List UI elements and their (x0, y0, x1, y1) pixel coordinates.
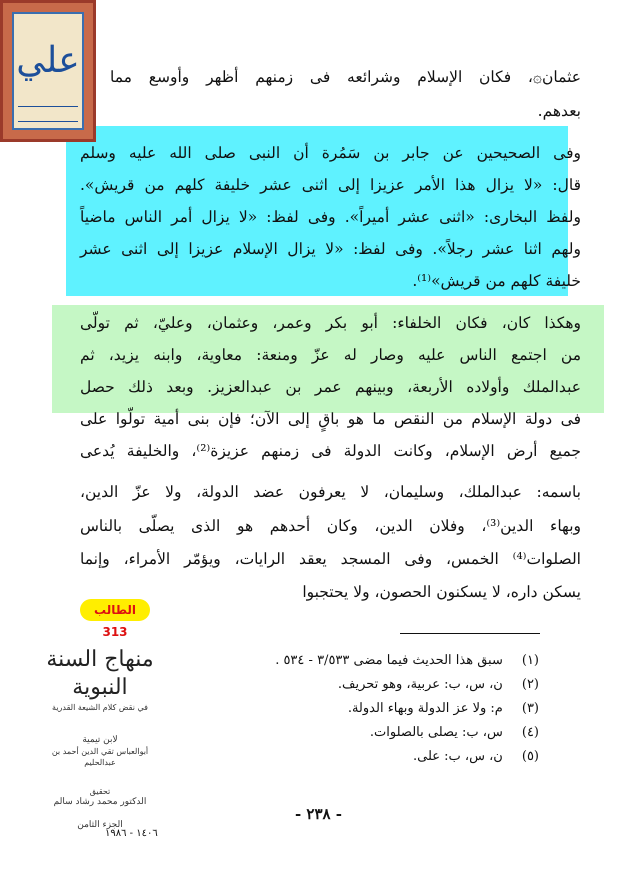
footnote-item (275, 652, 539, 670)
footnote-item (338, 676, 539, 694)
page-number: - ٢٣٨ - (294, 805, 343, 823)
body-line: ولهم اثنا عشر رجلاً». وفى لفظ: «لا يزال الإسلام عزيزا إلى اثنى عشر (80, 240, 581, 258)
footnote-item (348, 700, 539, 718)
body-line: عثمان۞، فكان الإسلام وشرائعه فى زمنهم أظهر وأوسع مما (110, 68, 581, 86)
publication-date: ١٤٠٦ - ١٩٨٦ (105, 828, 158, 839)
body-line: جميع أرض الإسلام، وكانت الدولة فى زمنهم عزيزة⁽²⁾، والخليفة يُدعى (80, 442, 581, 460)
logo-ribbon (18, 106, 78, 122)
footnote-text: سبق هذا الحديث فيما مضى ٣/٥٣٣ - ٥٣٤ . (275, 653, 503, 668)
body-line: باسمه: عبدالملك، وسليمان، لا يعرفون عضد الدولة، ولا عزّ الدين، (80, 483, 581, 501)
footnote-text: س، ب: يصلى بالصلوات. (369, 725, 503, 740)
body-line: الصلوات⁽⁴⁾ الخمس، وفى المسجد يعقد الرايات، ويؤمّر الأمراء، وإنما (80, 550, 581, 568)
footnote-text: ن، س، ب: عربية، وهو تحريف. (337, 677, 503, 692)
body-line: يسكن داره، لا يسكنون الحصون، ولا يحتجبوا (302, 583, 581, 601)
book-title: منهاج السنة النبوية (46, 647, 154, 700)
body-line: وفى الصحيحين عن جابر بن سَمُرة أن النبى صلى الله عليه وسلم (80, 144, 581, 162)
footnote-text: ن، س، ب: على. (413, 749, 503, 764)
ali-logo (0, 0, 96, 142)
body-line: من اجتمع الناس عليه وصار له عزّ ومنعة: معاوية، وابنه يزيد، ثم (80, 346, 581, 364)
logo-frame (12, 12, 84, 130)
body-line: ولفظ البخارى: «اثنى عشر أميراً». وفى لفظ: «لا يزال أمر الناس ماضياً (80, 208, 581, 226)
student-badge: الطالب 313 (80, 599, 150, 621)
footnote-num: (٤) (521, 725, 539, 740)
footnote-num: (١) (521, 653, 539, 668)
book-subtitle: في نقض كلام الشيعة القدرية (52, 703, 148, 712)
footnote-num: (٣) (521, 701, 539, 716)
book-editor: الدكتور محمد رشاد سالم (53, 797, 147, 807)
body-line: وبهاء الدين⁽³⁾، وفلان الدين، وكان أحدهم هو الذى يصلّى بالناس (80, 517, 581, 535)
book-volume: الجزء الثامن (77, 820, 123, 830)
footnote-item (370, 724, 539, 742)
book-imprint (40, 646, 160, 831)
book-author: لابن تيمية (82, 735, 118, 745)
footnote-rule (400, 633, 540, 634)
body-line: عبدالملك وأولاده الأربعة، وبينهم عمر بن عبدالعزيز. وبعد ذلك حصل (80, 378, 581, 396)
editor-label: تحقيق (89, 787, 111, 796)
logo-glyph: علي (16, 40, 80, 81)
book-author-sub: أبوالعباس تقي الدين أحمد بن عبدالحليم (51, 747, 149, 767)
footnote-num: (٢) (521, 677, 539, 692)
body-line: خليفة كلهم من قريش»⁽¹⁾. (412, 272, 581, 290)
footnote-num: (٥) (521, 749, 539, 764)
body-line: وهكذا كان، فكان الخلفاء: أبو بكر وعمر، وعثمان، وعليّ، ثم تولّى (80, 314, 581, 332)
footnote-item (413, 748, 539, 766)
footnote-text: م: ولا عز الدولة وبهاء الدولة. (347, 701, 503, 716)
body-line: بعدهم. (537, 102, 581, 120)
body-line: قال: «لا يزال هذا الأمر عزيزا إلى اثنى عشر خليفة كلهم من قريش». (80, 176, 581, 194)
body-line: فى دولة الإسلام من النقص ما هو باقٍ إلى الآن؛ فإن بنى أمية تولّوا على (80, 410, 581, 428)
